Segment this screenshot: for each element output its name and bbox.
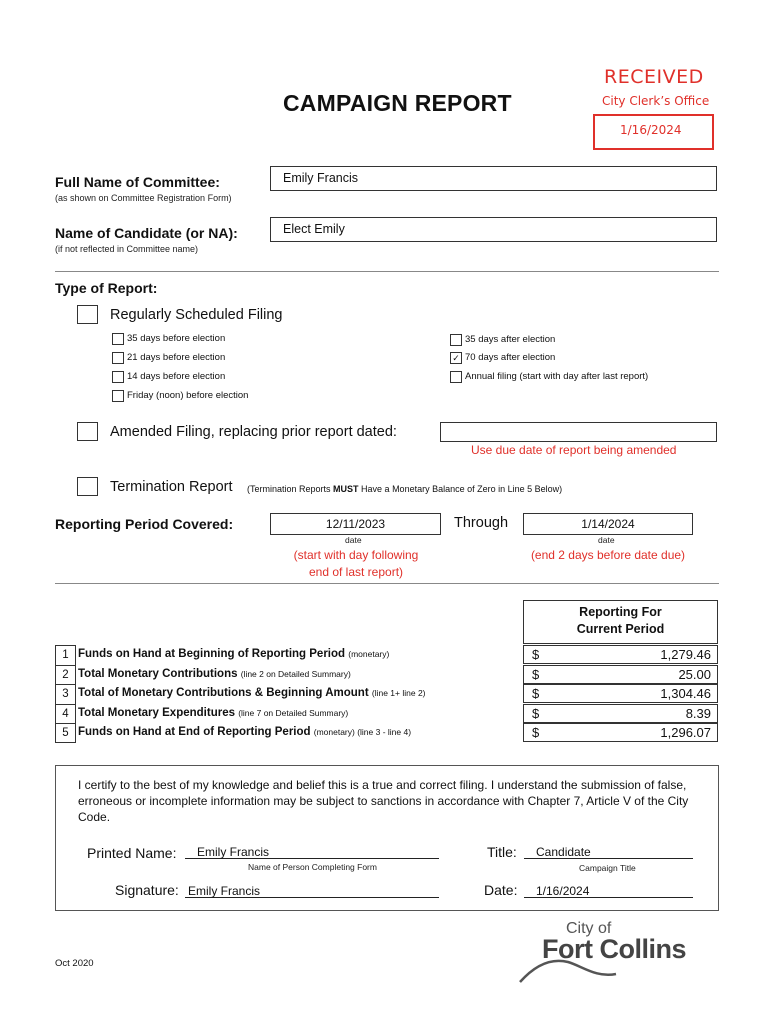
- end-date-caption: date: [598, 535, 615, 545]
- row-label: Total of Monetary Contributions & Beginning Amount (line 1+ line 2): [78, 687, 426, 699]
- received-stamp-text: RECEIVED: [604, 66, 704, 88]
- table-row: [55, 723, 719, 743]
- title-caption: Campaign Title: [579, 863, 636, 873]
- start-note-line2: end of last report): [308, 565, 404, 579]
- period-end-field[interactable]: 1/14/2024: [523, 513, 693, 535]
- regular-filing-checkbox[interactable]: [77, 305, 98, 324]
- summary-table: [55, 645, 719, 743]
- row-amount-cell[interactable]: $ 1,296.07: [523, 723, 718, 742]
- row-amount-cell[interactable]: $ 8.39: [523, 704, 718, 723]
- row-amount-cell[interactable]: $ 1,279.46: [523, 645, 718, 664]
- option-annual-label: Annual filing (start with day after last report): [465, 371, 649, 382]
- option-14-before-label: 14 days before election: [127, 371, 226, 382]
- option-70-after-label: 70 days after election: [465, 352, 556, 363]
- row-number: 5: [55, 723, 76, 743]
- title-label: Title:: [487, 844, 517, 860]
- city-logo-small-text: City of: [566, 920, 612, 937]
- end-note: (end 2 days before date due): [530, 548, 686, 562]
- row-number: 1: [55, 645, 76, 665]
- printed-name-label: Printed Name:: [87, 845, 177, 861]
- termination-label: Termination Report: [110, 479, 233, 495]
- report-type-label: Type of Report:: [55, 280, 158, 296]
- row-label: Funds on Hand at End of Reporting Period (monetary) (line 3 - line 4): [78, 726, 412, 738]
- city-logo: [516, 920, 708, 988]
- title-field[interactable]: Candidate: [524, 845, 693, 859]
- printed-name-caption: Name of Person Completing Form: [248, 862, 377, 872]
- page-title: CAMPAIGN REPORT: [283, 90, 512, 116]
- committee-label: Full Name of Committee:: [55, 174, 220, 190]
- row-label: Total Monetary Contributions (line 2 on Detailed Summary): [78, 667, 351, 680]
- amended-filing-label: Amended Filing, replacing prior report dated:: [110, 424, 397, 440]
- divider: [55, 271, 719, 272]
- table-row: [55, 665, 719, 685]
- option-14-before-checkbox[interactable]: [112, 371, 124, 383]
- option-35-before-label: 35 days before election: [127, 333, 226, 344]
- city-logo-big-text: Fort Collins: [542, 934, 686, 964]
- option-35-after-checkbox[interactable]: [450, 334, 462, 346]
- date-field[interactable]: 1/16/2024: [524, 884, 693, 898]
- row-label: Total Monetary Expenditures (line 7 on Detailed Summary): [78, 706, 349, 719]
- row-number: 3: [55, 684, 76, 704]
- committee-sublabel: (as shown on Committee Registration Form): [55, 193, 232, 203]
- reporting-period-label: Reporting Period Covered:: [55, 516, 234, 532]
- table-row: [55, 704, 719, 724]
- row-label: Funds on Hand at Beginning of Reporting Period (monetary): [78, 648, 390, 660]
- signature-label: Signature:: [115, 882, 179, 898]
- certification-text: I certify to the best of my knowledge and belief this is a true and correct filing. I understand the submission of false, erroneous or incomplete information may be subject to sanctions in accordance with Chapter 7, Article V of the City Code.: [78, 778, 689, 824]
- amended-filing-checkbox[interactable]: [77, 422, 98, 441]
- candidate-name-field[interactable]: Elect Emily: [270, 217, 717, 242]
- table-header-line1: Reporting For: [579, 605, 662, 619]
- table-header-line2: Current Period: [576, 622, 665, 636]
- candidate-label: Name of Candidate (or NA):: [55, 225, 238, 241]
- option-friday-checkbox[interactable]: [112, 390, 124, 402]
- regular-filing-label: Regularly Scheduled Filing: [110, 307, 283, 323]
- option-annual-checkbox[interactable]: [450, 371, 462, 383]
- row-number: 2: [55, 665, 76, 685]
- table-header-cell: [523, 600, 718, 644]
- option-35-after-label: 35 days after election: [465, 334, 556, 345]
- period-start-field[interactable]: 12/11/2023: [270, 513, 441, 535]
- amended-date-field[interactable]: [440, 422, 717, 442]
- termination-checkbox[interactable]: [77, 477, 98, 496]
- option-21-before-label: 21 days before election: [127, 352, 226, 363]
- amended-date-note: Use due date of report being amended: [471, 443, 677, 457]
- date-label: Date:: [484, 882, 518, 898]
- received-stamp-date: 1/16/2024: [620, 123, 682, 137]
- printed-name-field[interactable]: Emily Francis: [185, 845, 439, 859]
- row-number: 4: [55, 704, 76, 724]
- table-row: [55, 684, 719, 704]
- table-row: [55, 645, 719, 665]
- signature-field[interactable]: Emily Francis: [185, 884, 439, 898]
- through-label: Through: [454, 515, 509, 531]
- option-friday-label: Friday (noon) before election: [127, 390, 249, 401]
- received-stamp-office: City Clerk’s Office: [602, 94, 710, 108]
- termination-note: (Termination Reports MUST Have a Monetary Balance of Zero in Line 5 Below): [247, 484, 563, 494]
- committee-name-field[interactable]: Emily Francis: [270, 166, 717, 191]
- option-21-before-checkbox[interactable]: [112, 352, 124, 364]
- row-amount-cell[interactable]: $ 25.00: [523, 665, 718, 684]
- option-35-before-checkbox[interactable]: [112, 333, 124, 345]
- start-note-line1: (start with day following: [293, 548, 419, 562]
- candidate-sublabel: (if not reflected in Committee name): [55, 244, 199, 254]
- start-date-caption: date: [345, 535, 362, 545]
- row-amount-cell[interactable]: $ 1,304.46: [523, 684, 718, 703]
- option-70-after-checkbox[interactable]: ✓: [450, 352, 462, 364]
- form-version: Oct 2020: [55, 958, 94, 969]
- divider: [55, 583, 719, 584]
